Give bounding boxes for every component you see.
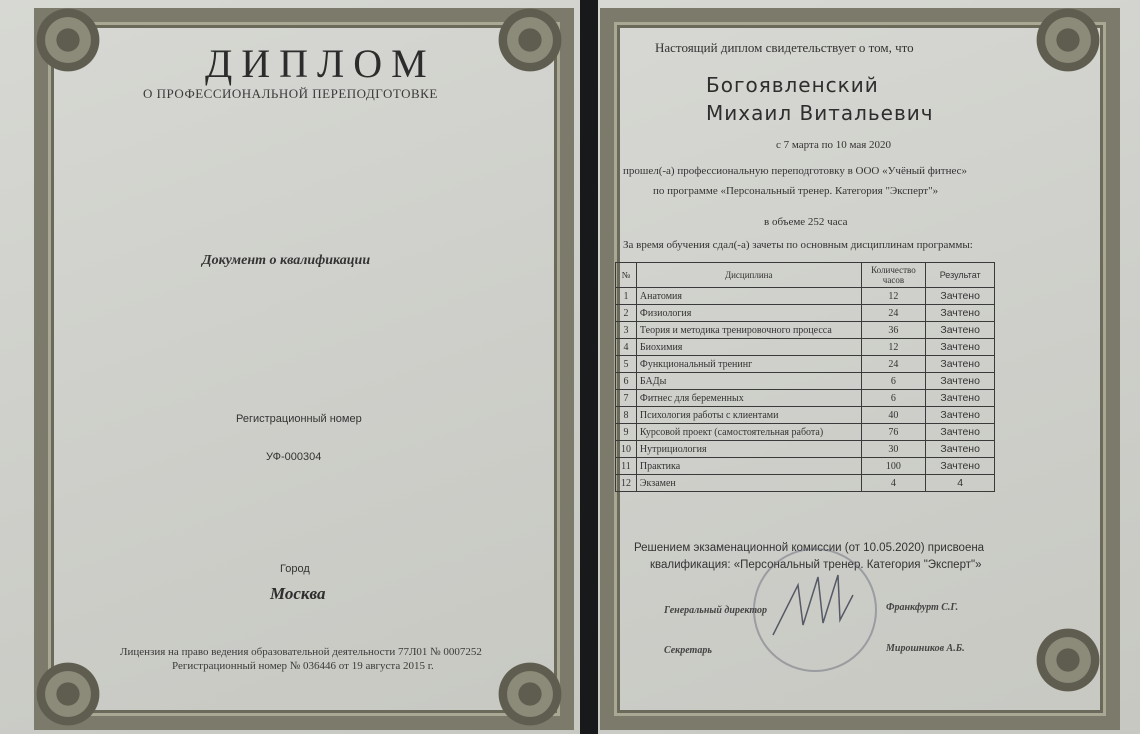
program-line-2: по программе «Персональный тренер. Категория "Эксперт"» [653, 185, 939, 197]
city-name: Москва [270, 584, 326, 603]
row-result: Зачтено [926, 356, 995, 373]
document-qualification-label: Документ о квалификации [202, 253, 371, 268]
corner-ornament [1028, 0, 1108, 80]
row-result: Зачтено [926, 390, 995, 407]
program-line-1: прошел(-а) профессиональную переподготовку в ООО «Учёный фитнес» [623, 165, 967, 177]
table-row [616, 390, 995, 407]
license-line-2: Регистрационный номер № 036446 от 19 августа 2015 г. [172, 660, 434, 672]
row-discipline: БАДы [636, 373, 861, 390]
header-result: Результат [926, 263, 995, 288]
row-hours: 24 [861, 356, 926, 373]
header-discipline: Дисциплина [636, 263, 861, 288]
table-row [616, 407, 995, 424]
table-row [616, 458, 995, 475]
row-hours: 30 [861, 441, 926, 458]
row-number: 4 [616, 339, 637, 356]
recipient-first-names: Михаил Витальевич [706, 101, 934, 125]
row-number: 2 [616, 305, 637, 322]
study-dates: с 7 марта по 10 мая 2020 [776, 139, 892, 151]
row-result: 4 [926, 475, 995, 492]
row-number: 1 [616, 288, 637, 305]
row-result: Зачтено [926, 288, 995, 305]
row-result: Зачтено [926, 339, 995, 356]
general-director-label: Генеральный директор [664, 605, 767, 616]
row-discipline: Анатомия [636, 288, 861, 305]
diploma-title: ДИПЛОМ [205, 41, 436, 86]
row-result: Зачтено [926, 373, 995, 390]
table-row [616, 441, 995, 458]
row-discipline: Практика [636, 458, 861, 475]
row-result: Зачтено [926, 322, 995, 339]
table-row [616, 288, 995, 305]
row-hours: 100 [861, 458, 926, 475]
row-hours: 12 [861, 339, 926, 356]
table-row [616, 424, 995, 441]
row-result: Зачтено [926, 458, 995, 475]
row-hours: 36 [861, 322, 926, 339]
row-discipline: Физиология [636, 305, 861, 322]
table-row [616, 305, 995, 322]
commission-decision-line-2: квалификация: «Персональный тренер. Категория "Эксперт"» [650, 559, 982, 571]
city-label: Город [280, 563, 310, 575]
table-row [616, 322, 995, 339]
row-number: 5 [616, 356, 637, 373]
table-row [616, 373, 995, 390]
corner-ornament [490, 0, 570, 80]
row-hours: 40 [861, 407, 926, 424]
secretary-label: Секретарь [664, 645, 712, 656]
row-number: 6 [616, 373, 637, 390]
commission-decision-line-1: Решением экзаменационной комиссии (от 10.05.2020) присвоена [634, 542, 985, 554]
registration-label: Регистрационный номер [236, 413, 362, 425]
diploma-right-page [598, 0, 1140, 734]
row-hours: 76 [861, 424, 926, 441]
corner-ornament [28, 654, 108, 734]
intro-text: Настоящий диплом свидетельствует о том, что [655, 40, 914, 55]
row-discipline: Психология работы с клиентами [636, 407, 861, 424]
row-discipline: Биохимия [636, 339, 861, 356]
row-hours: 6 [861, 390, 926, 407]
header-num: № [616, 263, 637, 288]
row-result: Зачтено [926, 305, 995, 322]
diploma-subtitle: О ПРОФЕССИОНАЛЬНОЙ ПЕРЕПОДГОТОВКЕ [143, 86, 438, 101]
license-line-1: Лицензия на право ведения образовательной деятельности 77Л01 № 0007252 [120, 646, 482, 658]
row-discipline: Теория и методика тренировочного процесса [636, 322, 861, 339]
registration-number: УФ-000304 [266, 451, 322, 463]
row-number: 7 [616, 390, 637, 407]
row-result: Зачтено [926, 407, 995, 424]
row-discipline: Нутрициология [636, 441, 861, 458]
row-number: 9 [616, 424, 637, 441]
row-discipline: Фитнес для беременных [636, 390, 861, 407]
row-number: 3 [616, 322, 637, 339]
row-hours: 4 [861, 475, 926, 492]
table-row [616, 475, 995, 492]
table-header-row [616, 263, 995, 288]
disciplines-table [615, 262, 995, 492]
row-number: 10 [616, 441, 637, 458]
row-discipline: Курсовой проект (самостоятельная работа) [636, 424, 861, 441]
ornamental-border [34, 8, 574, 730]
signature-mark [768, 565, 858, 645]
row-discipline: Функциональный тренинг [636, 356, 861, 373]
table-row [616, 339, 995, 356]
row-hours: 12 [861, 288, 926, 305]
binding-spine [580, 0, 598, 734]
row-hours: 6 [861, 373, 926, 390]
table-caption: За время обучения сдал(-а) зачеты по основным дисциплинам программы: [623, 239, 973, 251]
row-number: 8 [616, 407, 637, 424]
corner-ornament [490, 654, 570, 734]
header-hours: Количество часов [861, 263, 926, 288]
table-row [616, 356, 995, 373]
row-discipline: Экзамен [636, 475, 861, 492]
secretary-name: Мирошников А.Б. [886, 643, 965, 654]
row-number: 12 [616, 475, 637, 492]
recipient-last-name: Богоявленский [706, 73, 879, 97]
row-hours: 24 [861, 305, 926, 322]
program-hours: в объеме 252 часа [764, 216, 848, 228]
row-number: 11 [616, 458, 637, 475]
general-director-name: Франкфурт С.Г. [886, 602, 959, 613]
row-result: Зачтено [926, 424, 995, 441]
row-result: Зачтено [926, 441, 995, 458]
corner-ornament [28, 0, 108, 80]
corner-ornament [1028, 620, 1108, 700]
